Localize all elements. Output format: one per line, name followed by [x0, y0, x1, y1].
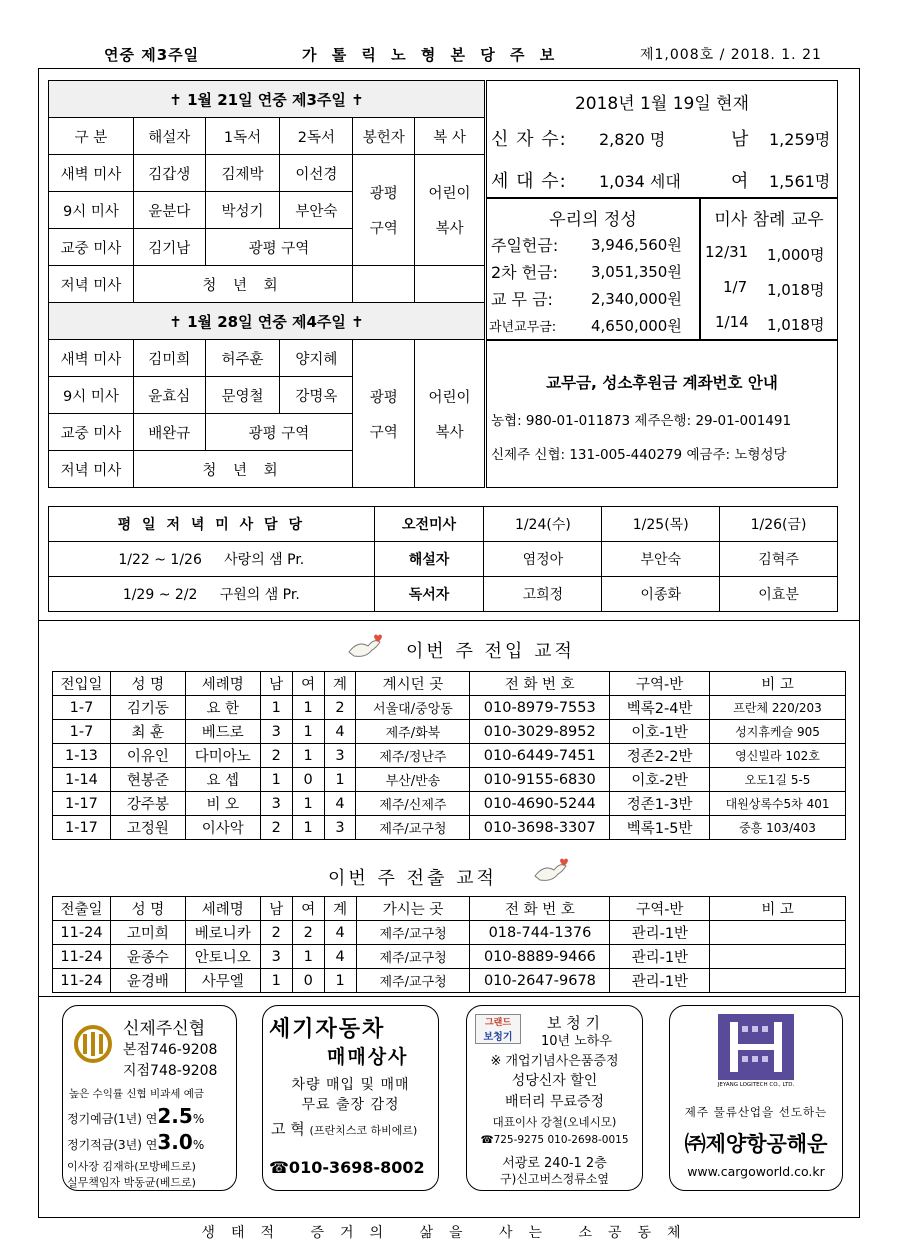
move-in-table — [52, 671, 846, 840]
offerer-cell: 광평 구역 — [353, 155, 415, 266]
table-cell: 010-3698-3307 — [470, 816, 610, 840]
offering-box — [486, 198, 700, 340]
cell: 강명옥 — [280, 377, 353, 414]
section-divider — [38, 620, 860, 621]
ad-subtitle: 매매상사 — [327, 1046, 409, 1068]
table-row — [53, 945, 846, 969]
ad-name: 보 청 기 — [547, 1014, 601, 1032]
table-cell: 1 — [324, 768, 356, 792]
bulletin-title: 가 톨 릭 노 형 본 당 주 보 — [302, 46, 560, 64]
mass-date: 1/24(수) — [484, 507, 602, 542]
week4-title: ✝ 1월 28일 연중 제4주일 ✝ — [49, 303, 485, 340]
cell: 고희정 — [484, 577, 602, 612]
table-cell: 4 — [324, 720, 356, 744]
move-out-table — [52, 896, 846, 993]
offering-label: 주일헌금: — [491, 236, 559, 255]
cell: 광평 구역 — [205, 414, 353, 451]
table-cell: 11-24 — [53, 969, 111, 993]
parish-stats — [486, 80, 838, 198]
table-cell: 2 — [260, 921, 292, 945]
table-cell: 비 오 — [185, 792, 260, 816]
table-row — [53, 792, 846, 816]
mass-label: 9시 미사 — [49, 192, 134, 229]
table-header — [53, 897, 846, 921]
credit-union-logo-icon — [67, 1024, 119, 1064]
column-header: 전 화 번 호 — [470, 672, 610, 696]
week3-title: ✝ 1월 21일 연중 제3주일 ✝ — [49, 81, 485, 118]
ad-text: 성당신자 할인 — [511, 1073, 598, 1089]
female-label: 여 — [731, 171, 749, 192]
column-header: 세례명 — [185, 897, 260, 921]
table-cell: 현봉준 — [110, 768, 185, 792]
table-cell: 4 — [324, 945, 356, 969]
table-cell: 010-6449-7451 — [470, 744, 610, 768]
morning-mass-label: 오전미사 — [374, 507, 484, 542]
table-cell: 010-8889-9466 — [470, 945, 610, 969]
ad-motors — [262, 1005, 439, 1191]
mass-label: 새벽 미사 — [49, 340, 134, 377]
server-cell: 어린이 복사 — [415, 340, 485, 488]
ad-text: 높은 수익률 신협 비과세 예금 — [69, 1088, 205, 1100]
column-header: 전 화 번 호 — [470, 897, 610, 921]
table-cell: 서울대/중앙동 — [356, 696, 470, 720]
table-cell: 이사악 — [185, 816, 260, 840]
table-cell — [710, 921, 846, 945]
section-divider — [38, 996, 860, 997]
table-cell: 김기동 — [110, 696, 185, 720]
offering-value: 3,946,560원 — [591, 236, 682, 254]
mass-date: 1/25(목) — [602, 507, 720, 542]
table-cell: 018-744-1376 — [470, 921, 610, 945]
ad-text: 차량 매입 및 매매 — [291, 1077, 410, 1093]
table-cell: 정존1-3반 — [610, 792, 710, 816]
table-cell: 대원상록수5차 401 — [710, 792, 846, 816]
cell — [415, 266, 485, 303]
mass-label: 새벽 미사 — [49, 155, 134, 192]
account-title: 교무금, 성소후원금 계좌번호 안내 — [546, 374, 778, 392]
table-cell: 1-7 — [53, 696, 111, 720]
column-header: 구역-반 — [610, 897, 710, 921]
cell: 양지혜 — [280, 340, 353, 377]
table-cell: 베로니카 — [185, 921, 260, 945]
table-cell: 관리-1반 — [610, 921, 710, 945]
week-label: 연중 제3주일 — [104, 46, 200, 64]
column-header: 가시는 곳 — [356, 897, 470, 921]
cell: 부안숙 — [602, 542, 720, 577]
ad-text: 대표이사 강철(오네시모) — [492, 1115, 617, 1129]
offering-value: 4,650,000원 — [591, 317, 682, 335]
table-cell: 4 — [324, 792, 356, 816]
male-count: 1,259명 — [769, 130, 831, 149]
cell: 청 년 회 — [133, 266, 352, 303]
ad-name: 세기자동차 — [269, 1017, 386, 1042]
table-row — [53, 816, 846, 840]
attendance-date: 1/14 — [715, 313, 749, 331]
table-cell: 관리-1반 — [610, 945, 710, 969]
server-cell: 어린이 복사 — [415, 155, 485, 266]
table-cell: 0 — [292, 969, 324, 993]
table-cell: 1-17 — [53, 816, 111, 840]
table-cell: 성지휴케슬 905 — [710, 720, 846, 744]
table-cell: 제주/교구청 — [356, 921, 470, 945]
column-header: 남 — [260, 897, 292, 921]
ad-person: 고 혁 (프란치스코 하비에르) — [271, 1120, 418, 1138]
female-count: 1,561명 — [769, 172, 831, 191]
believers-count: 2,820 명 — [599, 130, 666, 149]
table-cell: 11-24 — [53, 921, 111, 945]
column-header: 계시던 곳 — [356, 672, 470, 696]
ad-name: 신제주신협 — [123, 1019, 206, 1039]
offering-title: 우리의 정성 — [549, 210, 637, 230]
table-cell: 고정원 — [110, 816, 185, 840]
offerer-cell: 광평 구역 — [353, 340, 415, 488]
cell: 청 년 회 — [133, 451, 352, 488]
cell: 이선경 — [280, 155, 353, 192]
households-count: 1,034 세대 — [599, 172, 681, 191]
cell: 김제박 — [205, 155, 280, 192]
table-cell: 1 — [260, 696, 292, 720]
table-cell: 윤경배 — [110, 969, 185, 993]
ad-shinhyup — [62, 1005, 237, 1191]
ad-shipping — [669, 1005, 843, 1191]
table-cell: 제주/화북 — [356, 720, 470, 744]
mass-label: 교중 미사 — [49, 229, 134, 266]
table-cell: 고미희 — [110, 921, 185, 945]
attendance-value: 1,000명 — [767, 246, 825, 264]
dove-icon — [532, 856, 572, 886]
footer-slogan: 생태적 증거의 삶을 사는 소공동체 — [201, 1225, 697, 1241]
ad-rate-line: 정기예금(1년) 연2.5% — [67, 1104, 205, 1128]
cell: 김미희 — [133, 340, 205, 377]
table-cell: 제주/교구청 — [356, 945, 470, 969]
ad-phone: ☎010-3698-8002 — [269, 1158, 425, 1177]
table-cell: 이호-1반 — [610, 720, 710, 744]
believers-label: 신 자 수: — [491, 129, 567, 150]
column-header: 세례명 — [185, 672, 260, 696]
table-cell: 2 — [260, 816, 292, 840]
hearing-aid-logo: 그랜드 보청기 — [475, 1014, 521, 1044]
table-cell: 2 — [292, 921, 324, 945]
table-cell: 2 — [324, 696, 356, 720]
ad-hearing-aid — [466, 1005, 643, 1191]
table-cell: 강주봉 — [110, 792, 185, 816]
ad-text: 서광로 240-1 2층 — [502, 1156, 607, 1171]
offering-label: 과년교무금: — [489, 320, 557, 335]
cell: 박성기 — [205, 192, 280, 229]
table-header — [53, 672, 846, 696]
table-cell: 3 — [324, 744, 356, 768]
ad-url: www.cargoworld.co.kr — [687, 1164, 825, 1179]
ad-rate-line: 정기적금(3년) 연3.0% — [67, 1130, 205, 1154]
cell: 이효분 — [720, 577, 838, 612]
cell: 광평 구역 — [205, 229, 353, 266]
table-cell: 최 훈 — [110, 720, 185, 744]
table-cell: 제주/정난주 — [356, 744, 470, 768]
ad-name: ㈜제양항공해운 — [684, 1132, 828, 1156]
table-cell: 4 — [324, 921, 356, 945]
stats-date: 2018년 1월 19일 현재 — [574, 94, 750, 114]
table-cell: 3 — [260, 720, 292, 744]
ad-text: 제주 물류산업을 선도하는 — [684, 1105, 828, 1119]
offering-label: 2차 헌금: — [491, 263, 559, 282]
col-category: 구 분 — [49, 118, 134, 155]
table-cell: 안토니오 — [185, 945, 260, 969]
table-cell: 이유인 — [110, 744, 185, 768]
table-cell: 1-17 — [53, 792, 111, 816]
table-cell: 1-7 — [53, 720, 111, 744]
column-header: 성 명 — [110, 897, 185, 921]
table-cell: 1-13 — [53, 744, 111, 768]
column-header: 비 고 — [710, 897, 846, 921]
offering-label: 교 무 금: — [491, 290, 553, 309]
table-cell: 1 — [260, 768, 292, 792]
table-cell: 베드로 — [185, 720, 260, 744]
table-cell: 프란체 220/203 — [710, 696, 846, 720]
table-cell — [710, 969, 846, 993]
table-cell: 영신빌라 102호 — [710, 744, 846, 768]
col-commentator: 해설자 — [133, 118, 205, 155]
account-box — [486, 340, 838, 488]
table-cell: 부산/반송 — [356, 768, 470, 792]
cell: 김갑생 — [133, 155, 205, 192]
table-cell: 2 — [260, 744, 292, 768]
table-cell: 0 — [292, 768, 324, 792]
table-cell: 사무엘 — [185, 969, 260, 993]
column-header: 구역-반 — [610, 672, 710, 696]
attendance-date: 12/31 — [705, 243, 749, 261]
table-cell: 1 — [292, 744, 324, 768]
weekday-title: 평 일 저 녁 미 사 담 당 — [49, 507, 375, 542]
table-cell: 벡록1-5반 — [610, 816, 710, 840]
move-in-title: 이번 주 전입 교적 — [406, 641, 575, 662]
cell: 부안숙 — [280, 192, 353, 229]
cell — [353, 266, 415, 303]
col-reading1: 1독서 — [205, 118, 280, 155]
move-out-title: 이번 주 전출 교적 — [328, 868, 497, 889]
offering-value: 3,051,350원 — [591, 263, 682, 281]
table-cell: 1 — [292, 945, 324, 969]
column-header: 남 — [260, 672, 292, 696]
male-label: 남 — [731, 129, 749, 150]
table-cell: 1 — [292, 792, 324, 816]
weekday-mass-table — [48, 506, 838, 612]
mass-label: 9시 미사 — [49, 377, 134, 414]
table-cell: 제주/교구청 — [356, 969, 470, 993]
column-header: 계 — [324, 672, 356, 696]
mass-date: 1/26(금) — [720, 507, 838, 542]
weekday-duty-row: 1/29 ~ 2/2 구원의 샘 Pr. — [49, 577, 375, 612]
table-cell: 1 — [292, 816, 324, 840]
mass-label: 교중 미사 — [49, 414, 134, 451]
attendance-value: 1,018명 — [767, 316, 825, 334]
table-cell: 중흥 103/403 — [710, 816, 846, 840]
table-cell: 제주/교구청 — [356, 816, 470, 840]
cell: 배완규 — [133, 414, 205, 451]
account-line: 신제주 신협: 131-005-440279 예금주: 노형성당 — [491, 447, 787, 463]
column-header: 여 — [292, 672, 324, 696]
households-label: 세 대 수: — [491, 171, 567, 192]
ad-phone: 지점748-9208 — [123, 1063, 218, 1079]
col-server: 복 사 — [415, 118, 485, 155]
ad-logo-text: JEYANG LOGITECH CO., LTD. — [717, 1082, 795, 1088]
table-cell: 벡록2-4반 — [610, 696, 710, 720]
table-row — [53, 768, 846, 792]
dove-icon — [346, 632, 386, 662]
table-cell: 요 한 — [185, 696, 260, 720]
table-cell — [710, 945, 846, 969]
weekday-duty-row: 1/22 ~ 1/26 사랑의 샘 Pr. — [49, 542, 375, 577]
table-cell: 010-8979-7553 — [470, 696, 610, 720]
col-offerer: 봉헌자 — [353, 118, 415, 155]
offering-value: 2,340,000원 — [591, 290, 682, 308]
ad-text: 구)신고버스정류소옆 — [499, 1172, 609, 1186]
ad-phone: ☎725-9275 010-2698-0015 — [480, 1134, 629, 1146]
cell: 윤효심 — [133, 377, 205, 414]
attendance-box — [700, 198, 838, 340]
table-cell: 1-14 — [53, 768, 111, 792]
table-cell: 요 셉 — [185, 768, 260, 792]
table-cell: 1 — [324, 969, 356, 993]
mass-label: 저녁 미사 — [49, 451, 134, 488]
table-cell: 3 — [260, 945, 292, 969]
table-row — [53, 969, 846, 993]
table-cell: 3 — [260, 792, 292, 816]
table-cell: 010-2647-9678 — [470, 969, 610, 993]
ad-text: ※ 개업기념사은품증정 — [490, 1054, 619, 1069]
table-cell: 오도1길 5-5 — [710, 768, 846, 792]
ad-text: 배터리 무료증정 — [504, 1094, 605, 1110]
commentator-label: 해설자 — [374, 542, 484, 577]
table-cell: 1 — [292, 696, 324, 720]
table-cell: 010-4690-5244 — [470, 792, 610, 816]
duty-table — [48, 80, 485, 488]
column-header: 전출일 — [53, 897, 111, 921]
reader-label: 독서자 — [374, 577, 484, 612]
column-header: 비 고 — [710, 672, 846, 696]
table-cell: 다미아노 — [185, 744, 260, 768]
cell: 허주훈 — [205, 340, 280, 377]
attendance-title: 미사 참례 교우 — [714, 210, 824, 230]
table-row — [53, 696, 846, 720]
column-header: 계 — [324, 897, 356, 921]
ad-subtitle: 10년 노하우 — [541, 1034, 612, 1049]
table-cell: 1 — [292, 720, 324, 744]
cell: 김기남 — [133, 229, 205, 266]
table-row — [53, 744, 846, 768]
attendance-date: 1/7 — [723, 278, 748, 296]
mass-label: 저녁 미사 — [49, 266, 134, 303]
cell: 윤분다 — [133, 192, 205, 229]
company-logo-icon — [716, 1012, 796, 1090]
table-cell: 제주/신제주 — [356, 792, 470, 816]
account-line: 농협: 980-01-011873 제주은행: 29-01-001491 — [491, 413, 792, 429]
issue-number: 제1,008호 / 2018. 1. 21 — [640, 47, 822, 63]
column-header: 여 — [292, 897, 324, 921]
attendance-value: 1,018명 — [767, 281, 825, 299]
ad-phone: 본점746-9208 — [123, 1042, 218, 1058]
cell: 이종화 — [602, 577, 720, 612]
column-header: 성 명 — [110, 672, 185, 696]
table-cell: 이호-2반 — [610, 768, 710, 792]
column-header: 전입일 — [53, 672, 111, 696]
table-cell: 정존2-2반 — [610, 744, 710, 768]
table-cell: 010-9155-6830 — [470, 768, 610, 792]
ad-text: 이사장 김재하(모방베드로) — [67, 1160, 196, 1173]
cell: 문영철 — [205, 377, 280, 414]
cell: 김혁주 — [720, 542, 838, 577]
table-cell: 관리-1반 — [610, 969, 710, 993]
table-cell: 윤종수 — [110, 945, 185, 969]
ad-text: 무료 출장 감정 — [301, 1097, 400, 1113]
table-cell: 3 — [324, 816, 356, 840]
table-cell: 010-3029-8952 — [470, 720, 610, 744]
table-cell: 1 — [260, 969, 292, 993]
ad-text: 실무책임자 박동균(베드로) — [67, 1176, 196, 1189]
table-row — [53, 720, 846, 744]
table-row — [53, 921, 846, 945]
cell: 염정아 — [484, 542, 602, 577]
table-cell: 11-24 — [53, 945, 111, 969]
col-reading2: 2독서 — [280, 118, 353, 155]
